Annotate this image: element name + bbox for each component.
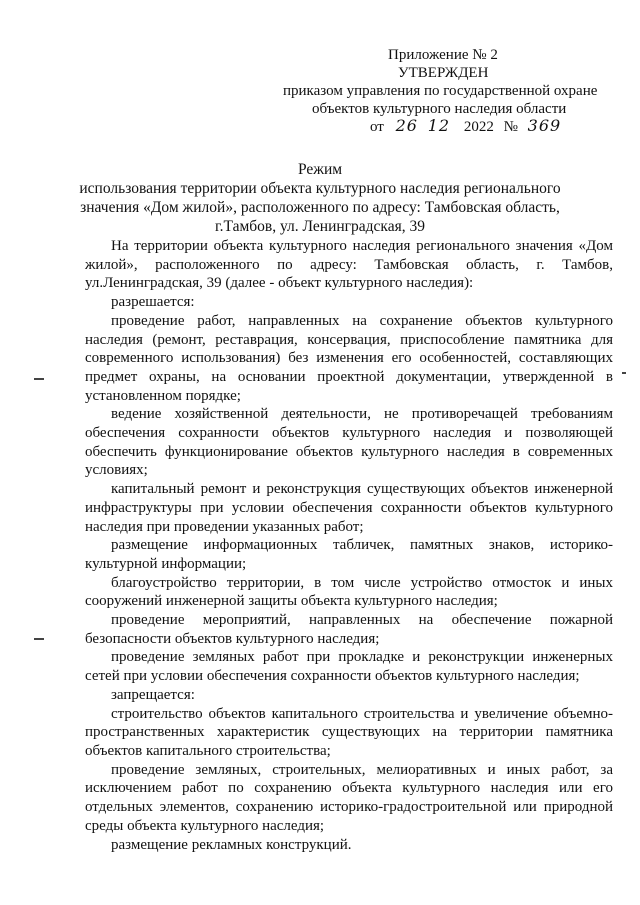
allowed-item: проведение работ, направленных на сохранение объектов культурного наследия (ремонт, реставрация, консервация, приспособление памятника для современного использования) без изменения его особенностей, составляющих предмет охраны, на основании проектной документации, утвержденной в установленном порядке;: [85, 312, 613, 404]
approved-label: УТВЕРЖДЕН: [398, 65, 489, 81]
allowed-item: проведение мероприятий, направленных на обеспечение пожарной безопасности объектов культурного наследия;: [85, 612, 613, 647]
scan-margin-mark: [622, 372, 626, 374]
allowed-item: благоустройство территории, в том числе устройство отмосток и иных сооружений инженерной защиты объекта культурного наследия;: [85, 574, 613, 610]
forbidden-heading: запрещается:: [111, 686, 195, 703]
date-year: 2022: [463, 119, 494, 135]
allowed-item: ведение хозяйственной деятельности, не противоречащей требованиям обеспечения сохранности объектов культурного наследия и позволяющей обеспечить функционирование объектов культурного наследия в современных условиях;: [85, 406, 613, 479]
date-prefix: от: [370, 119, 384, 135]
document-body: [85, 237, 613, 854]
number-sign: №: [503, 119, 518, 135]
appendix-label: Приложение № 2: [388, 47, 498, 63]
order-date-line: [370, 117, 561, 136]
title-line-2: использования территории объекта культурного наследия регионального: [79, 180, 561, 197]
order-number-handwritten: 369: [527, 116, 562, 135]
title-line-3: значения «Дом жилой», расположенного по адресу: Тамбовская область,: [80, 199, 560, 216]
allowed-item: размещение информационных табличек, памятных знаков, историко-культурной информации;: [85, 537, 613, 572]
title-line-4: г.Тамбов, ул. Ленинградская, 39: [215, 218, 425, 235]
allowed-heading: разрешается:: [111, 294, 195, 311]
title-regime: Режим: [297, 161, 343, 178]
scan-margin-mark: [34, 638, 44, 640]
order-line-1: приказом управления по государственной охране: [283, 83, 598, 99]
order-line-2: объектов культурного наследия области: [312, 101, 567, 117]
intro-paragraph: На территории объекта культурного наследия регионального значения «Дом жилой», расположенного по адресу: Тамбовская область, г. Тамбов, ул.Ленинградская, 39 (далее - объект культурного наследия):: [85, 238, 613, 292]
scan-margin-mark: [34, 378, 44, 380]
date-month-handwritten: 12: [427, 116, 451, 135]
forbidden-item: строительство объектов капитального строительства и увеличение объемно-пространственных характеристик существующих на территории памятника объектов капитального строительства;: [85, 705, 613, 759]
allowed-item: капитальный ремонт и реконструкция существующих объектов инженерной инфраструктуры при условии обеспечения сохранности объектов культурного наследия при проведении указанных работ;: [85, 481, 613, 535]
forbidden-item: проведение земляных, строительных, мелиоративных и иных работ, за исключением работ по сохранению объекта культурного наследия или его отдельных элементов, сохранению историко-градостроительной или природной среды объекта культурного наследия;: [85, 761, 613, 834]
allowed-item: проведение земляных работ при прокладке и реконструкции инженерных сетей при условии обеспечения сохранности объектов культурного наследия;: [85, 649, 613, 685]
date-day-handwritten: 26: [395, 116, 418, 135]
forbidden-item: размещение рекламных конструкций.: [111, 836, 352, 853]
